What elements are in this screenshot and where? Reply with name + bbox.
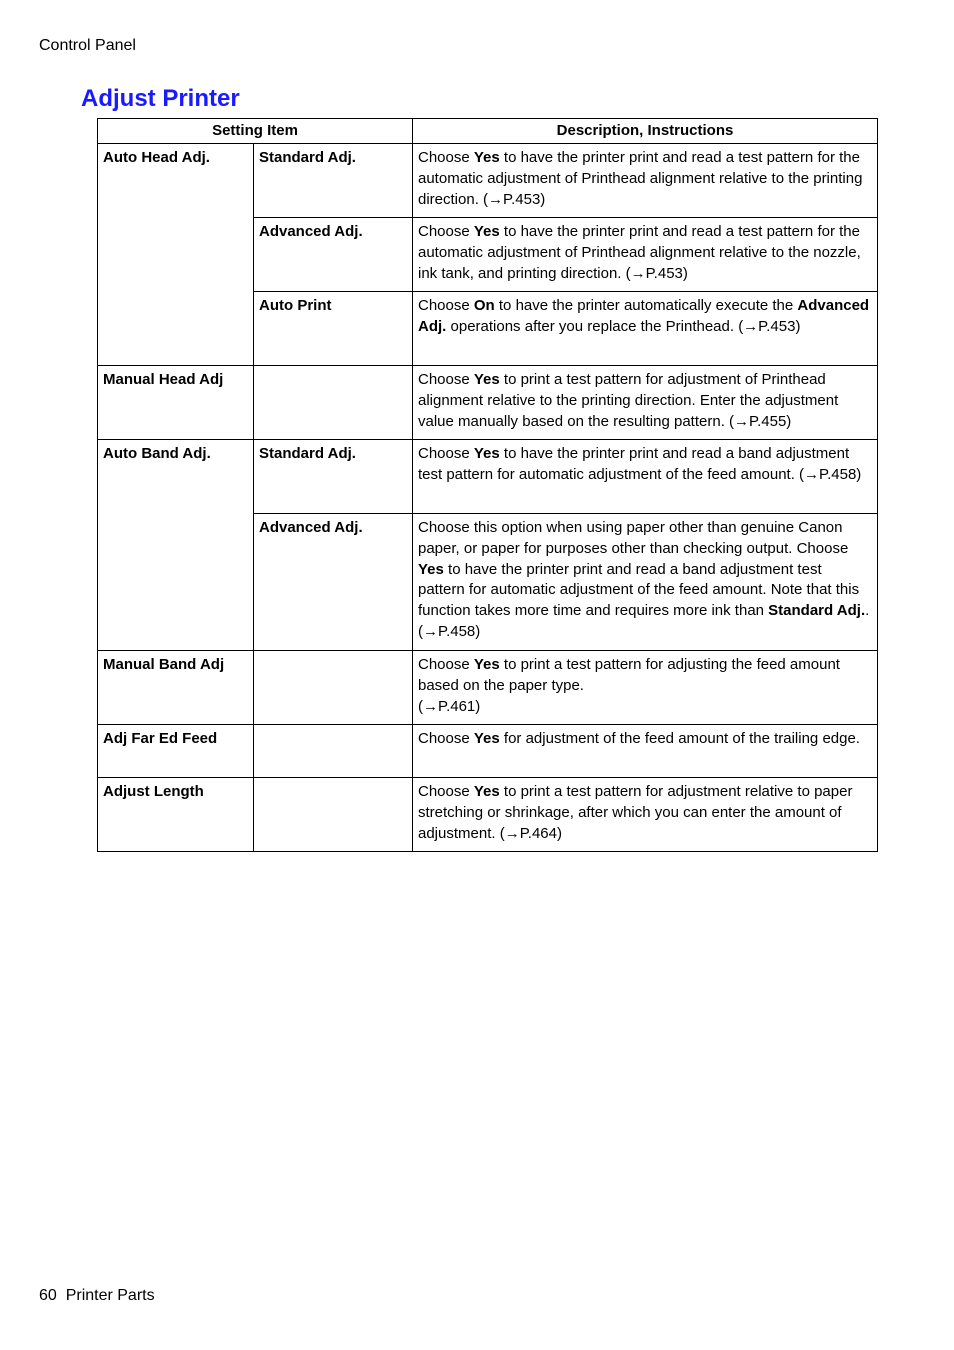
description-keyword: Yes <box>473 445 500 462</box>
description-text: to print a test pattern for adjusting the feed amount based on the paper type. (→P.461) <box>418 656 840 715</box>
page-footer <box>39 1287 155 1305</box>
description-text: to have the printer print and read a test pattern for the automatic adjustment of Printhead alignment relative to the nozzle, ink tank, and printing direction. (→P.453) <box>418 223 861 282</box>
description-text: to have the printer print and read a test pattern for the automatic adjustment of Printhead alignment relative to the printing direction. (→P.453) <box>418 149 863 208</box>
setting-sub-item: Advanced Adj. <box>254 218 413 292</box>
description-text: to print a test pattern for adjustment relative to paper stretching or shrinkage, after which you can enter the amount of adjustment. (→P.464) <box>418 783 853 842</box>
table-row <box>98 366 878 440</box>
description-keyword: On <box>473 297 495 314</box>
setting-group-name: Adj Far Ed Feed <box>98 725 254 778</box>
setting-group-name: Adjust Length <box>98 778 254 852</box>
description-keyword: Yes <box>473 730 500 747</box>
setting-description <box>413 514 878 651</box>
description-text: . (→P.458) <box>418 602 870 640</box>
description-text: Choose <box>418 656 474 673</box>
setting-sub-item: Standard Adj. <box>254 144 413 218</box>
description-text: Choose <box>418 297 474 314</box>
description-keyword: Advanced Adj. <box>418 297 870 335</box>
description-keyword: Yes <box>473 783 500 800</box>
setting-description <box>413 144 878 218</box>
setting-description <box>413 725 878 778</box>
setting-description <box>413 778 878 852</box>
header-description: Description, Instructions <box>413 119 878 144</box>
footer-section: Printer Parts <box>65 1287 155 1304</box>
table-row <box>98 778 878 852</box>
description-text: to print a test pattern for adjustment of Printhead alignment relative to the printing direction. Enter the adjustment value manually based on the resulting pattern. (→P.455) <box>418 371 839 430</box>
description-keyword: Yes <box>473 223 500 240</box>
running-header: Control Panel <box>39 37 136 54</box>
setting-sub-item: Standard Adj. <box>254 440 413 514</box>
description-keyword: Yes <box>473 149 500 166</box>
table-header-row <box>98 119 878 144</box>
table-row <box>98 651 878 725</box>
setting-description <box>413 440 878 514</box>
description-keyword: Yes <box>473 656 500 673</box>
setting-description <box>413 366 878 440</box>
setting-sub-item: Advanced Adj. <box>254 514 413 651</box>
description-text: Choose this option when using paper other than genuine Canon paper, or paper for purposes other than checking output. Choose <box>418 519 849 557</box>
description-text: Choose <box>418 149 474 166</box>
setting-description <box>413 651 878 725</box>
setting-sub-item <box>254 778 413 852</box>
description-text: to have the printer print and read a band adjustment test pattern for automatic adjustment of the feed amount. Note that this function takes more time and requires more ink than <box>418 560 860 620</box>
description-text: Choose <box>418 445 474 462</box>
description-keyword: Standard Adj. <box>768 602 866 620</box>
setting-sub-item <box>254 366 413 440</box>
header-setting-item: Setting Item <box>98 119 413 144</box>
setting-group-name: Auto Band Adj. <box>98 440 254 651</box>
description-text: for adjustment of the feed amount of the trailing edge. <box>499 730 860 747</box>
description-text: to have the printer print and read a band adjustment test pattern for automatic adjustment of the feed amount. (→P.458) <box>418 445 862 483</box>
table-row <box>98 144 878 218</box>
table-row <box>98 440 878 514</box>
description-text: Choose <box>418 730 474 747</box>
description-text: to have the printer automatically execute the <box>494 297 798 314</box>
setting-group-name: Manual Head Adj <box>98 366 254 440</box>
setting-sub-item: Auto Print <box>254 292 413 366</box>
setting-description <box>413 292 878 366</box>
description-keyword: Yes <box>418 560 444 578</box>
description-text: Choose <box>418 371 474 388</box>
setting-sub-item <box>254 725 413 778</box>
setting-description <box>413 218 878 292</box>
description-keyword: Yes <box>473 371 500 388</box>
description-text: Choose <box>418 783 474 800</box>
table-row <box>98 725 878 778</box>
description-text: operations after you replace the Printhead. (→P.453) <box>446 317 801 335</box>
setting-sub-item <box>254 651 413 725</box>
page-number: 60 <box>39 1287 57 1304</box>
description-text: Choose <box>418 223 474 240</box>
page-title: Adjust Printer <box>81 85 240 112</box>
setting-group-name: Auto Head Adj. <box>98 144 254 366</box>
setting-group-name: Manual Band Adj <box>98 651 254 725</box>
settings-table <box>97 118 878 852</box>
